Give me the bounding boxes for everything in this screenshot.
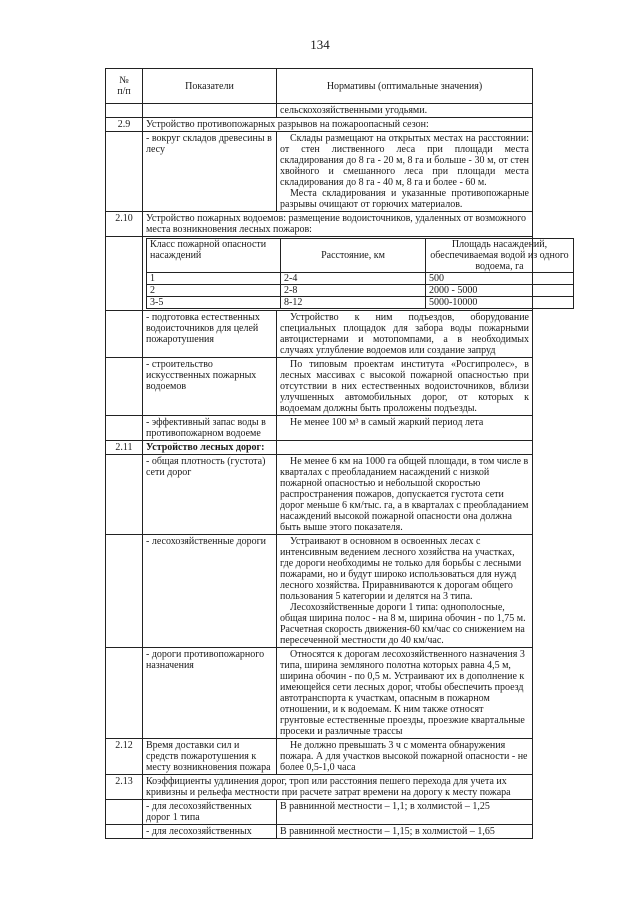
norm-text: Лесохозяйственные дороги 1 типа: однополосные, общая ширина полос - на 8 м, ширина обочин - по 1,75 м. Расчетная скорость движения-60 км/час со снижением на пересеченной местности до 40 км/час. — [280, 602, 526, 646]
table-row — [106, 825, 533, 839]
page-number: 134 — [310, 37, 330, 52]
table-row — [106, 118, 533, 132]
inner-cell-class: 3-5 — [147, 297, 281, 309]
inner-cell-area: 2000 - 5000 — [426, 285, 574, 297]
indicator-label: - для лесохозяйственных дорог 1 типа — [143, 800, 277, 825]
indicator-label: Время доставки сил и средств пожаротушения к месту возникновения пожара — [143, 739, 277, 775]
norms-table — [105, 68, 569, 839]
table-row — [106, 800, 533, 825]
norm-text: Места складирования и указанные противопожарные разрывы очищают от горючих материалов. — [280, 188, 529, 210]
norm-text: По типовым проектам института «Росгипролес», в лесных массивах с высокой пожарной опасностью при отсутствии в них естественных водоисточников, вблизи улучшенных автомобильных дорог, от которых к водоемам должны быть проложены подъезды. — [280, 359, 529, 414]
section-title: Коэффициенты удлинения дорог, троп или расстояния пешего перехода для учета их кривизны и рельефа местности при расчете затрат времени на дорогу к месту пожара — [143, 775, 533, 800]
section-title: Устройство противопожарных разрывов на пожароопасный сезон: — [143, 118, 533, 132]
indicator-label: - общая плотность (густота) сети дорог — [143, 455, 277, 535]
header-norms: Нормативы (оптимальные значения) — [277, 69, 533, 104]
continuation-text: сельскохозяйственными угодьями. — [277, 104, 533, 118]
norm-text: Устройство к ним подъездов, оборудование специальных площадок для забора воды пожарными автоцистернами и мотопомпами, а в необходимых случаях углубление водоемов или создание запруд — [280, 312, 529, 356]
inner-cell-class: 1 — [147, 273, 281, 285]
inner-header-class: Класс пожарной опасности насаждений — [147, 239, 281, 273]
table-row — [106, 237, 533, 311]
table-row — [106, 739, 533, 775]
inner-header-area: Площадь насаждений, обеспечиваемая водой из одного водоема, га — [426, 239, 574, 273]
inner-cell-class: 2 — [147, 285, 281, 297]
inner-row — [147, 285, 574, 297]
table-row — [106, 455, 533, 535]
indicator-label: - подготовка естественных водоисточников для целей пожаротушения — [143, 311, 277, 358]
inner-cell-distance: 2-8 — [281, 285, 426, 297]
section-number: 2.11 — [106, 441, 143, 455]
inner-cell-distance: 2-4 — [281, 273, 426, 285]
table-row — [106, 648, 533, 739]
norm-text: Относятся к дорогам лесохозяйственного назначения 3 типа, ширина земляного полотна которых равна 4,5 м, ширина обочин - по 0,5 м. Устраивают их в дополнение к имеющейся сети лесных дорог, чтобы обеспечить проезд автотранспорта к участкам, опасным в пожарном отношении, и к водоемам. К ним также относят грунтовые естественные проезды, проезжие квартальные просеки и различные трассы — [280, 649, 525, 737]
indicator-label: - эффективный запас воды в противопожарном водоеме — [143, 416, 277, 441]
reservoir-table — [146, 238, 574, 309]
inner-cell-area: 500 — [426, 273, 574, 285]
table-row — [106, 104, 533, 118]
inner-row — [147, 273, 574, 285]
table-row — [106, 132, 533, 212]
table-row — [106, 358, 533, 416]
section-title: Устройство пожарных водоемов: размещение водоисточников, удаленных от возможного места возникновения лесных пожаров: — [143, 212, 533, 237]
inner-header-distance: Расстояние, км — [281, 239, 426, 273]
section-number: 2.13 — [106, 775, 143, 800]
table-row — [106, 535, 533, 648]
indicator-label: - для лесохозяйственных — [143, 825, 277, 839]
table-row — [106, 416, 533, 441]
table-row — [106, 212, 533, 237]
header-indicators: Показатели — [143, 69, 277, 104]
indicator-label: - вокруг складов древесины в лесу — [143, 132, 277, 212]
norm-text: Не менее 100 м³ в самый жаркий период лета — [290, 417, 484, 428]
inner-cell-distance: 8-12 — [281, 297, 426, 309]
section-number: 2.12 — [106, 739, 143, 775]
table-row — [106, 775, 533, 800]
norm-text: В равнинной местности – 1,1; в холмистой – 1,25 — [277, 800, 533, 825]
inner-cell-area: 5000-10000 — [426, 297, 574, 309]
indicator-label: - строительство искусственных пожарных водоемов — [143, 358, 277, 416]
section-number: 2.9 — [106, 118, 143, 132]
header-number: № п/п — [106, 69, 143, 104]
section-title: Устройство лесных дорог: — [143, 441, 277, 455]
section-number: 2.10 — [106, 212, 143, 237]
norm-text: Склады размещают на открытых местах на расстоянии: от стен лиственного леса при площади места складирования до 8 га - 20 м, 8 га и больше - 30 м, от стен хвойного и смешанного леса при площади места складирования до 8 га - 40 м, 8 га и более - 60 м. — [280, 133, 529, 188]
indicator-label: - лесохозяйственные дороги — [143, 535, 277, 648]
table-row — [106, 441, 533, 455]
inner-row — [147, 297, 574, 309]
norm-text: Не должно превышать 3 ч с момента обнаружения пожара. А для участков высокой пожарной опасности - не более 0,5-1,0 часа — [280, 740, 528, 773]
norm-text: Не менее 6 км на 1000 га общей площади, в том числе в кварталах с преобладанием насаждений с низкой пожарной опасностью и небольшой скоростью распространения пожаров, допускается густота сети дорог меньше 6 км/тыс. га, а в кварталах с преобладанием насаждений высокой пожарной опасности она должна быть выше этого показателя. — [280, 456, 529, 533]
table-row — [106, 311, 533, 358]
indicator-label: - дороги противопожарного назначения — [143, 648, 277, 739]
table-header-row — [106, 69, 533, 104]
norm-text: Устраивают в основном в освоенных лесах с интенсивным ведением лесного хозяйства на участках, где дороги необходимы не только для борьбы с лесными пожарами, но и будут широко использоваться для нужд лесного хозяйства. Приравниваются к дорогам общего пользования 5 категории и делятся на 3 типа. — [280, 536, 522, 602]
norm-text: В равнинной местности – 1,15; в холмистой – 1,65 — [277, 825, 533, 839]
